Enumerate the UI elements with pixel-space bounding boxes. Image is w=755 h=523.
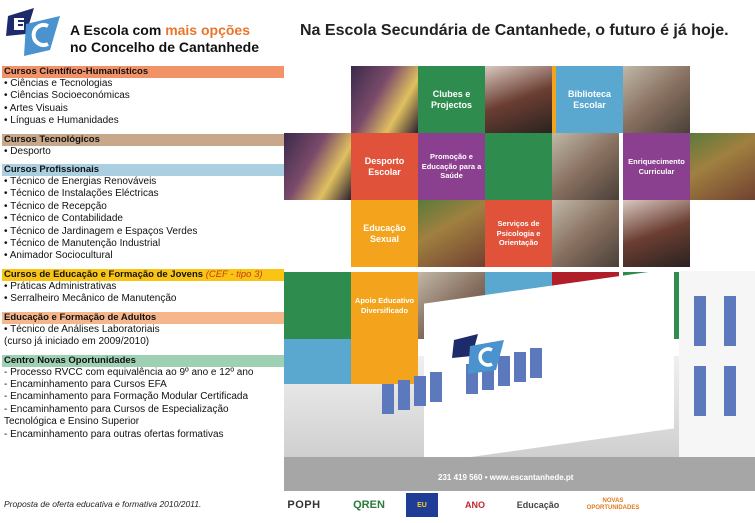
section-title-tecnologicos: Cursos Tecnológicos — [2, 134, 284, 146]
blank-tile — [690, 66, 755, 133]
section-title-adultos: Educação e Formação de Adultos — [2, 312, 284, 324]
list-item: • Técnico de Energias Renováveis — [4, 176, 157, 188]
photo-tile — [485, 66, 552, 133]
building-logo — [452, 332, 508, 376]
section-items-adultos — [2, 324, 284, 349]
school-logo — [4, 4, 64, 62]
tile-desporto: Desporto Escolar — [351, 133, 418, 200]
color-tile — [351, 339, 418, 384]
list-item: - Encaminhamento para Cursos EFA — [4, 378, 167, 390]
color-tile — [485, 133, 552, 200]
qren-logo: QREN — [353, 498, 385, 511]
building-window — [530, 348, 542, 378]
building-side — [679, 271, 755, 457]
list-item: • Técnico de Jardinagem e Espaços Verdes — [4, 225, 198, 237]
eu-flag-logo: EU — [406, 493, 438, 517]
photo-tile — [284, 133, 351, 200]
section-title-cef: Cursos de Educação e Formação de Jovens (CEF - tipo 3) — [2, 269, 284, 281]
blank-tile — [284, 66, 351, 133]
list-item: • Técnico de Manutenção Industrial — [4, 238, 161, 250]
building-window — [724, 296, 736, 346]
poph-logo: POPH — [287, 498, 321, 511]
list-item: • Desporto — [4, 145, 51, 157]
photo-tile — [623, 200, 690, 267]
slogan: Na Escola Secundária de Cantanhede, o futuro é já hoje. — [300, 22, 729, 39]
blank-tile — [690, 200, 755, 267]
list-item: • Práticas Administrativas — [4, 280, 117, 292]
building-window — [382, 384, 394, 414]
photo-tile — [552, 133, 619, 200]
section-items-profissionais — [2, 176, 284, 263]
course-list — [2, 66, 284, 441]
building-window — [694, 296, 706, 346]
section-items-cef — [2, 281, 284, 306]
list-item: - Processo RVCC com equivalência ao 9º ano e 12º ano — [4, 366, 254, 378]
ministerio-educacao-logo: Educação — [516, 499, 560, 510]
list-item: • Ciências Socioeconómicas — [4, 90, 130, 102]
contact-info: 231 419 560 • www.escantanhede.pt — [438, 473, 574, 482]
list-item: (curso já iniciado em 2009/2010) — [4, 336, 150, 348]
list-item: • Artes Visuais — [4, 102, 68, 114]
list-item: • Animador Sociocultural — [4, 250, 113, 262]
tile-biblioteca: Biblioteca Escolar — [556, 66, 623, 133]
section-items-cientifico — [2, 78, 284, 128]
building-window — [724, 366, 736, 416]
tile-educacao-sexual: Educação Sexual — [351, 200, 418, 267]
section-title-cientifico: Cursos Científico-Humanísticos — [2, 66, 284, 78]
list-item: • Técnico de Contabilidade — [4, 213, 123, 225]
color-tile — [284, 272, 351, 339]
list-item: • Técnico de Recepção — [4, 200, 107, 212]
list-item: Tecnológica e Ensino Superior — [4, 416, 140, 428]
building-window — [414, 376, 426, 406]
building-window — [430, 372, 442, 402]
footer-note: Proposta de oferta educativa e formativa 2010/2011. — [4, 499, 202, 509]
blank-tile — [284, 200, 351, 267]
color-tile — [284, 339, 351, 384]
photo-tile — [623, 66, 690, 133]
photo-tile — [418, 200, 485, 267]
tile-apoio: Apoio Educativo Diversificado — [351, 272, 418, 339]
ano-logo: ANO — [465, 499, 485, 510]
list-item: - Encaminhamento para outras ofertas formativas — [4, 428, 224, 440]
list-item: • Técnico de Análises Laboratoriais — [4, 323, 160, 335]
tile-clubes: Clubes e Projectos — [418, 66, 485, 133]
list-item: - Encaminhamento para Cursos de Especialização — [4, 403, 229, 415]
photo-collage — [284, 66, 755, 457]
section-title-cno: Centro Novas Oportunidades — [2, 355, 284, 367]
tile-servicos: Serviços de Psicologia e Orientação — [485, 200, 552, 267]
photo-tile — [690, 133, 755, 200]
photo-tile — [552, 200, 619, 267]
section-title-note: (CEF - tipo 3) — [205, 268, 263, 280]
building-window — [694, 366, 706, 416]
photo-tile — [351, 66, 418, 133]
school-name: A Escola com mais opções no Concelho de Cantanhede — [70, 22, 260, 55]
section-title-profissionais: Cursos Profissionais — [2, 164, 284, 176]
novas-oportunidades-logo: NOVAS OPORTUNIDADES — [586, 498, 640, 511]
list-item: • Línguas e Humanidades — [4, 115, 119, 127]
tile-promocao: Promoção e Educação para a Saúde — [418, 133, 485, 200]
tile-enriquecimento: Enriquecimento Curricular — [623, 133, 690, 200]
list-item: - Encaminhamento para Formação Modular Certificada — [4, 391, 248, 403]
list-item: • Ciências e Tecnologias — [4, 78, 113, 89]
list-item: • Técnico de Instalações Eléctricas — [4, 188, 159, 200]
section-items-tecnologicos — [2, 146, 284, 158]
list-item: • Serralheiro Mecânico de Manutenção — [4, 293, 177, 305]
section-items-cno — [2, 367, 284, 441]
building-window — [514, 352, 526, 382]
building-window — [398, 380, 410, 410]
